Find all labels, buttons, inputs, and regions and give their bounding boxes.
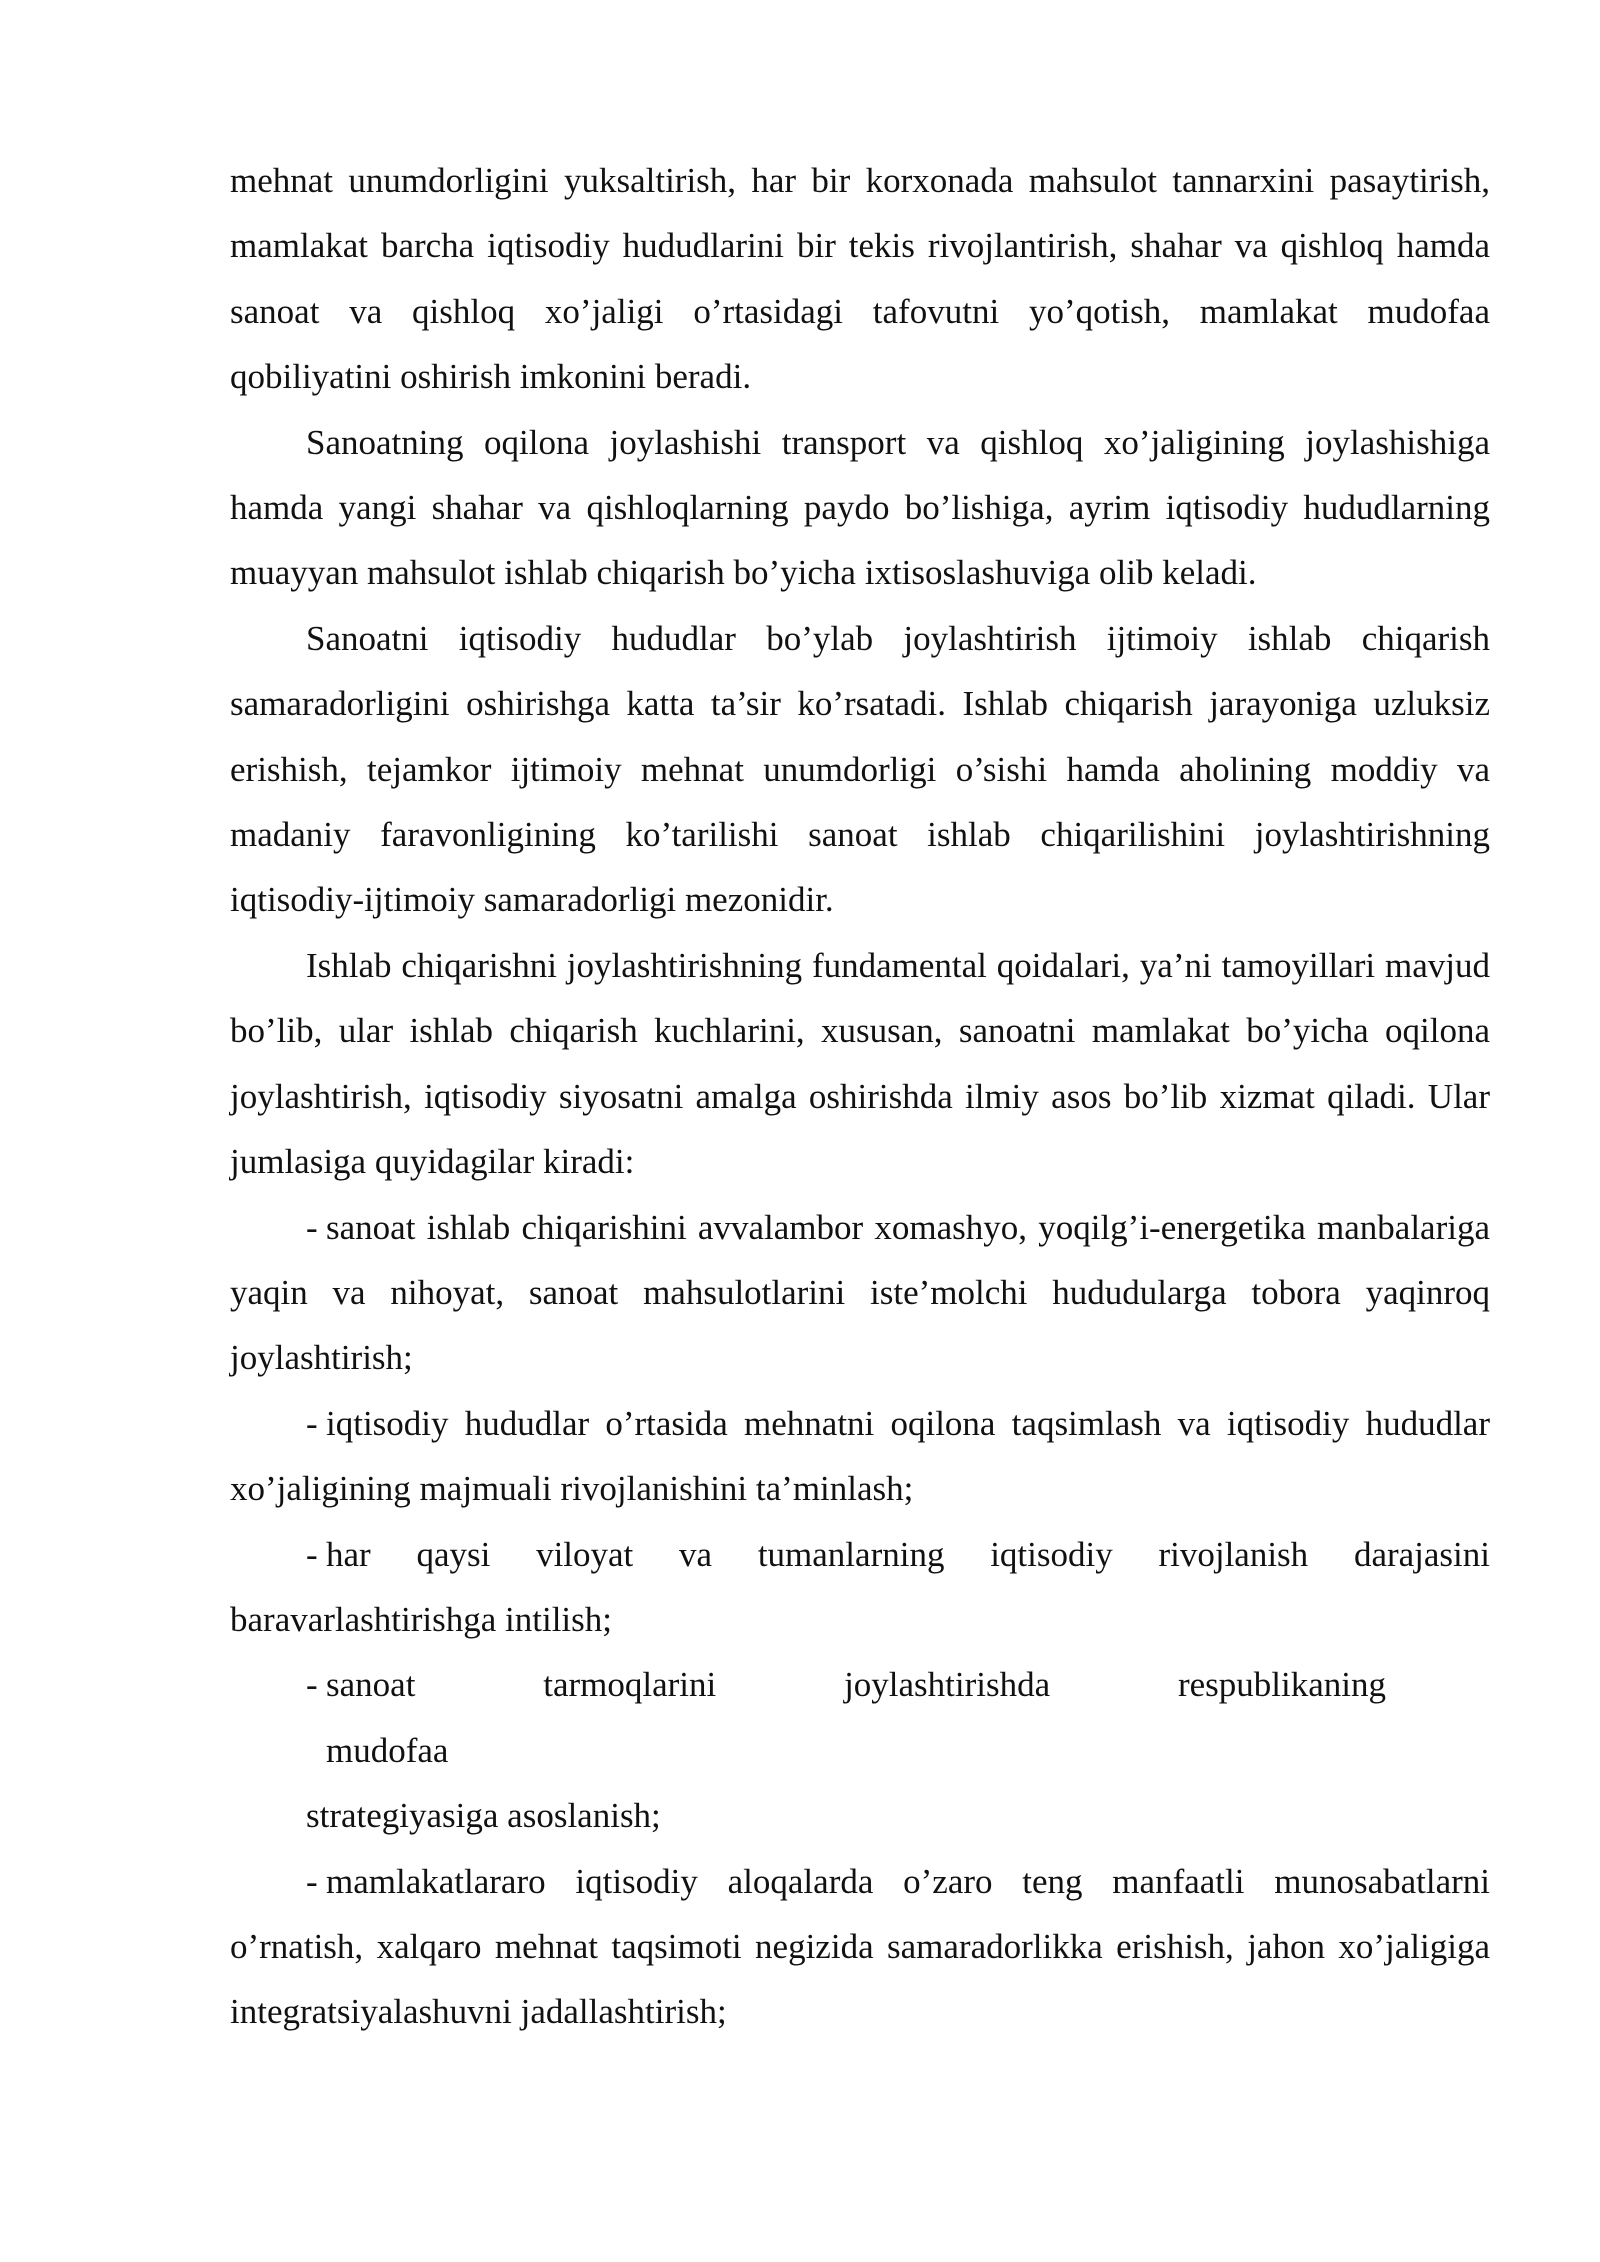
paragraph: Sanoatni iqtisodiy hududlar bo’ylab joylashtirish ijtimoiy ishlab chiqarish samaradorligini oshirishga katta ta’sir ko’rsatadi. Ishlab chiqarish jarayoniga uzluksiz erishish, tejamkor ijtimoiy mehnat unumdorligi o’sishi hamda aholining moddiy va madaniy faravonligining ko’tarilishi sanoat ishlab chiqarilishini joylashtirishning iqtisodiy-ijtimoiy samaradorligi mezonidir. xyxy=(230,618,1490,920)
bullet-marker: - xyxy=(306,1207,318,1247)
list-item-word: joylashtirishda xyxy=(844,1665,1051,1705)
list-item-text: har qaysi viloyat va tumanlarning iqtisodiy rivojlanish darajasini baravarlashtirishga intilish; xyxy=(230,1534,1490,1639)
paragraph: Sanoatning oqilona joylashishi transport va qishloq xo’jaligining joylashishiga hamda yangi shahar va qishloqlarning paydo bo’lishiga, ayrim iqtisodiy hududlarning muayyan mahsulot ishlab chiqarish bo’yicha ixtisoslashuviga olib keladi. xyxy=(230,422,1490,593)
list-item-text: strategiyasiga asoslanish; xyxy=(306,1796,661,1836)
list-item-word: respublikaning xyxy=(1177,1665,1386,1705)
list-item xyxy=(230,1652,1490,1848)
list-item-text: sanoat ishlab chiqarishini avvalambor xomashyo, yoqilg’i-energetika manbalariga yaqin va nihoyat, sanoat mahsulotlarini iste’molchi hududularga tobora yaqinroq joylashtirish; xyxy=(230,1207,1490,1378)
paragraph: mehnat unumdorligini yuksaltirish, har bir korxonada mahsulot tannarxini pasaytirish, mamlakat barcha iqtisodiy hududlarini bir tekis rivojlantirish, shahar va qishloq hamda sanoat va qishloq xo’jaligi o’rtasidagi tafovutni yo’qotish, mamlakat mudofaa qobiliyatini oshirish imkonini beradi. xyxy=(230,161,1490,397)
list-item xyxy=(230,1849,1490,2045)
bullet-marker: - xyxy=(306,1403,318,1443)
bullet-marker: - xyxy=(306,1861,318,1901)
list-item-text: iqtisodiy hududlar o’rtasida mehnatni oqilona taqsimlash va iqtisodiy hududlar xo’jaligining majmuali rivojlanishini ta’minlash; xyxy=(230,1403,1490,1509)
list-item-word: tarmoqlarini xyxy=(543,1665,717,1705)
bullet-marker: - xyxy=(306,1665,318,1705)
list-item-word: mudofaa xyxy=(326,1730,449,1770)
list-item xyxy=(230,1391,1490,1522)
list-item-word-group xyxy=(306,1652,415,1717)
list-item xyxy=(230,1195,1490,1391)
bullet-marker: - xyxy=(306,1534,318,1574)
list-item-text: mamlakatlararo iqtisodiy aloqalarda o’zaro teng manfaatli munosabatlarni o’rnatish, xalqaro mehnat taqsimoti negizida samaradorlikka erishish, jahon xo’jaligiga integratsiyalashuvni jadallashtirish; xyxy=(230,1861,1490,2032)
list-item xyxy=(230,1522,1490,1653)
document-body xyxy=(230,148,1490,2045)
list-item-spread-line xyxy=(306,1652,1386,1717)
list-item-word: sanoat xyxy=(326,1665,416,1705)
paragraph: Ishlab chiqarishni joylashtirishning fundamental qoidalari, ya’ni tamoyillari mavjud bo’lib, ular ishlab chiqarish kuchlarini, xususan, sanoatni mamlakat bo’yicha oqilona joylashtirish, iqtisodiy siyosatni amalga oshirishda ilmiy asos bo’lib xizmat qiladi. Ular jumlasiga quyidagilar kiradi: xyxy=(230,945,1490,1182)
